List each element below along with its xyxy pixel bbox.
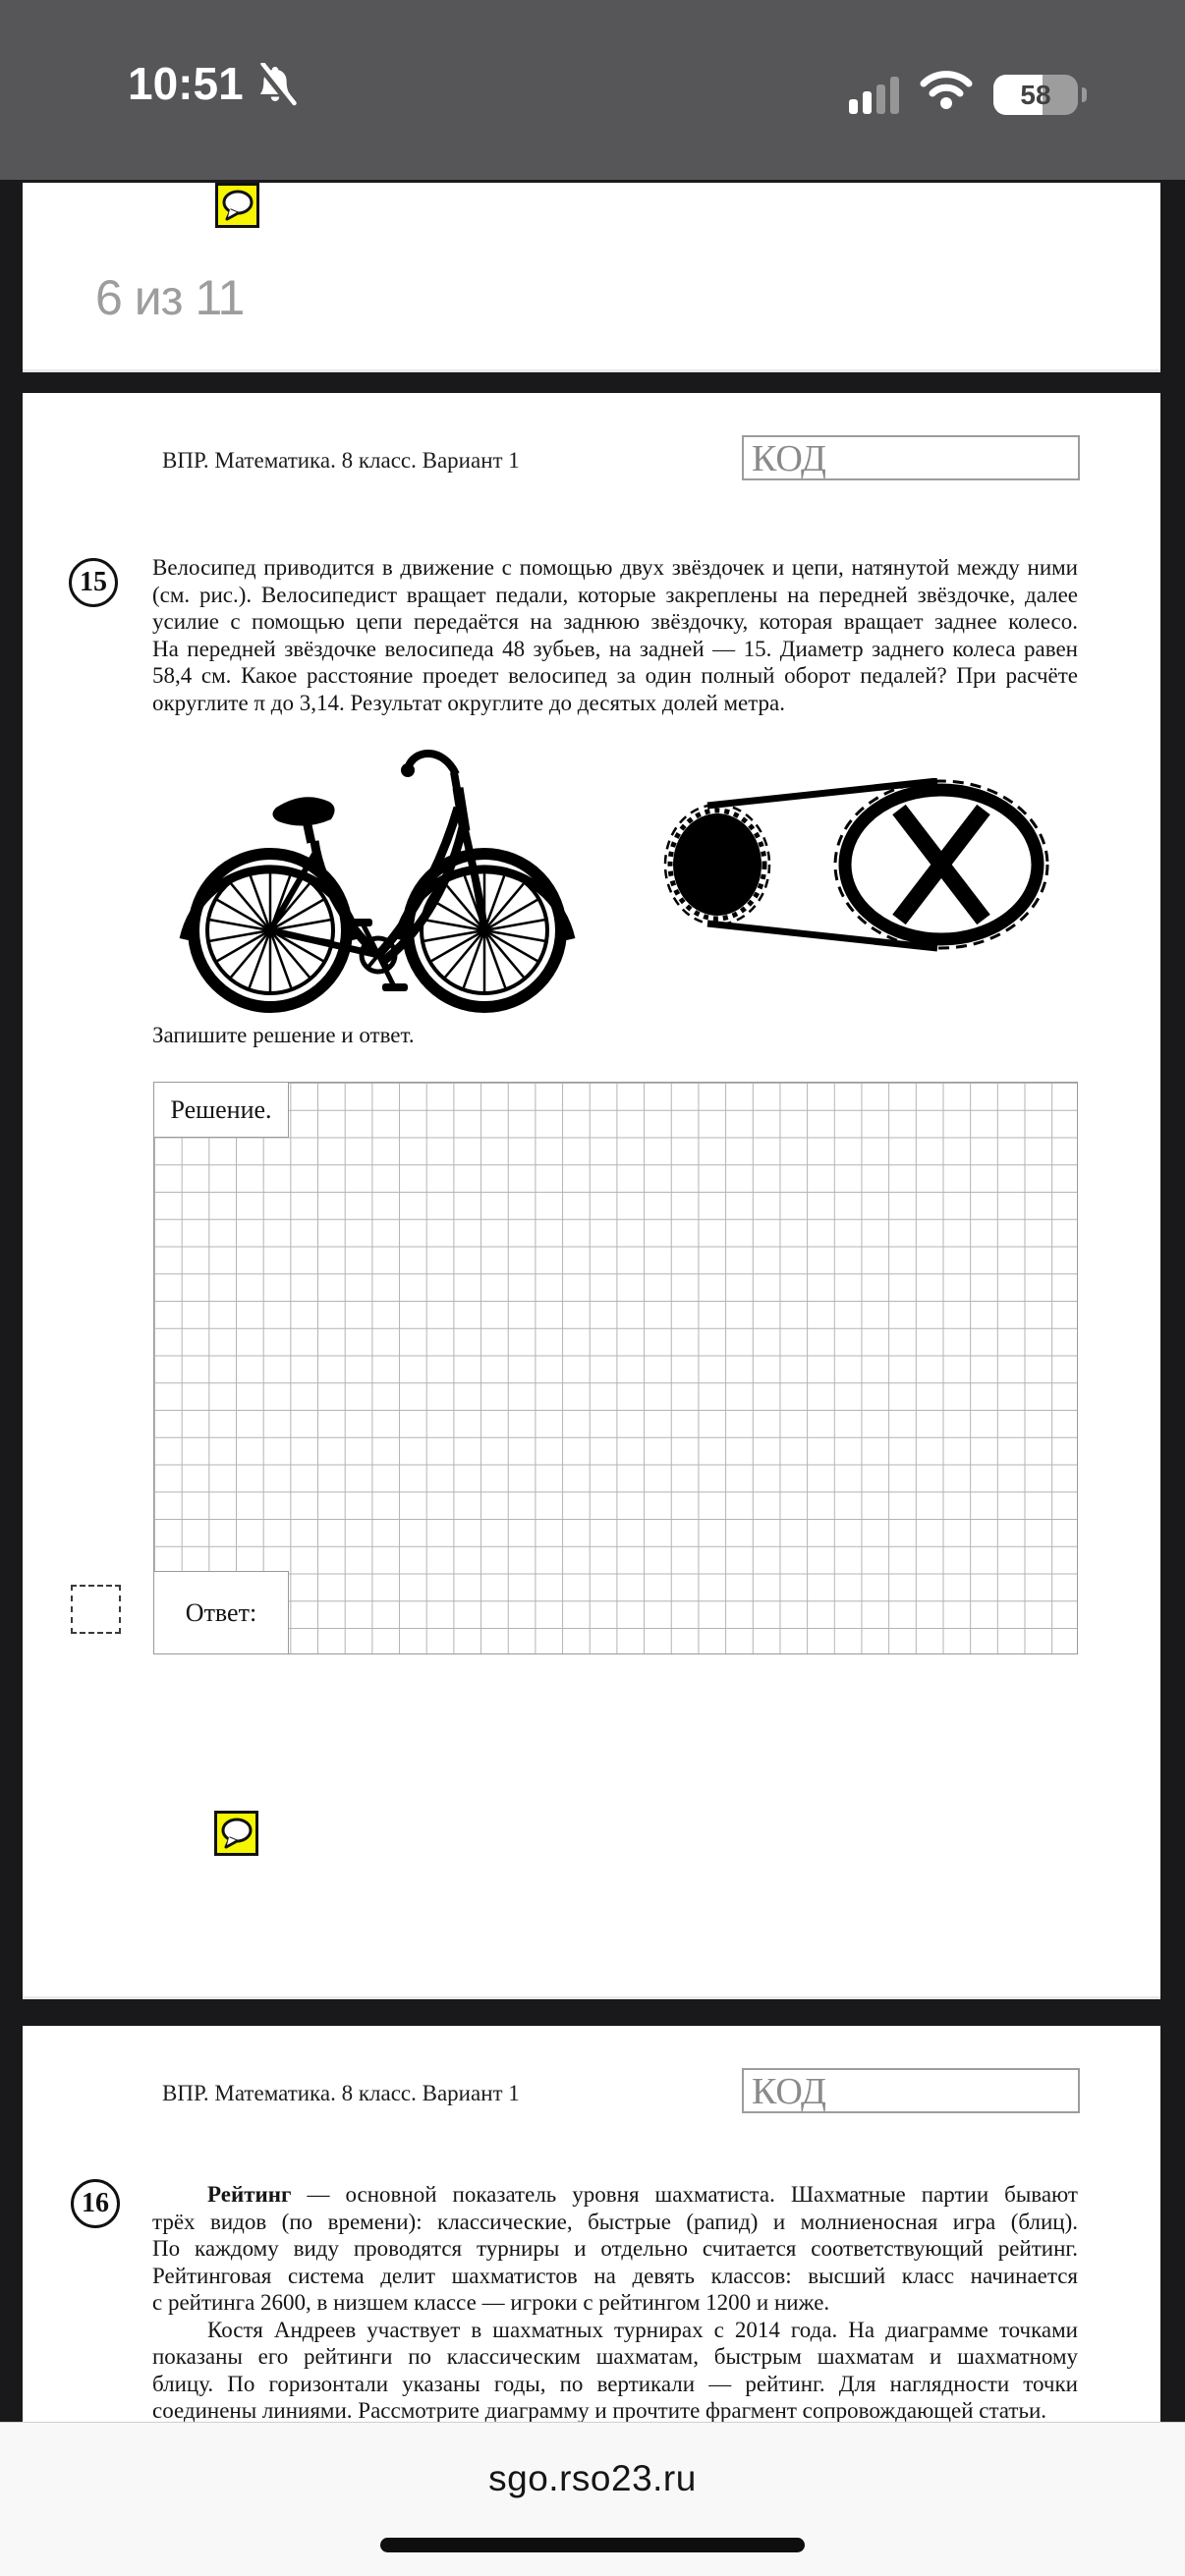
kod-field (742, 2068, 1080, 2113)
comment-marker-icon[interactable] (215, 183, 259, 228)
problem-number-badge (71, 2179, 120, 2228)
text-line: усилие с помощью цепи передаётся на заднюю звёздочку, которая вращает заднее колесо. (152, 609, 1078, 634)
answer-checkbox[interactable] (71, 1585, 121, 1634)
text-line: Велосипед приводится в движение с помощью двух звёздочек и цепи, натянутой между ними (152, 555, 1078, 580)
wifi-icon (919, 70, 974, 116)
text-line (152, 2181, 1078, 2209)
text-line: 58,4 см. Какое расстояние проедет велосипед за один полный оборот педалей? При расчёте (152, 663, 1078, 688)
text-line: (см. рис.). Велосипедист вращает педали, которые закреплены на передней звёздочке, далее (152, 582, 1078, 607)
cellular-signal-icon (849, 75, 899, 116)
text-line: трёх видов (по времени): классические, быстрые (рапид) и молниеносная игра (блиц). (152, 2209, 1078, 2234)
clock: 10:51 (128, 58, 244, 109)
text-line-rest: — основной показатель уровня шахматиста. Шахматные партии бывают (291, 2182, 1078, 2207)
text-line: с рейтинга 2600, в низшем классе — игроки с рейтингом 1200 и ниже. (152, 2290, 830, 2315)
address-bar[interactable]: sgo.rso23.ru (488, 2458, 697, 2498)
text-line: На передней звёздочке велосипеда 48 зубьев, на задней — 15. Диаметр заднего колеса равен (152, 636, 1078, 661)
home-indicator[interactable] (380, 2538, 805, 2552)
kod-field (742, 435, 1080, 480)
battery-icon (993, 75, 1078, 115)
solution-label: Решение. (170, 1094, 272, 1124)
instruction-text: Запишите решение и ответ. (152, 1023, 415, 1047)
browser-bottom-bar (0, 2423, 1185, 2576)
status-icons (849, 71, 1087, 116)
text-line: Рейтинговая система делит шахматистов на девять классов: высший класс начинается (152, 2263, 1078, 2288)
solution-grid[interactable] (153, 1082, 1078, 1654)
worksheet-header: ВПР. Математика. 8 класс. Вариант 1 (162, 448, 520, 473)
text-line: показаны его рейтинги по классическим шахматам, быстрым шахматам и шахматному (152, 2344, 1078, 2369)
document-page-16 (23, 2026, 1160, 2423)
battery-percent: 58 (1020, 79, 1051, 110)
problem-15-text (152, 554, 1078, 716)
status-bar (0, 0, 1185, 180)
problem-16-text (152, 2181, 1078, 2423)
text-line: Костя Андреев участвует в шахматных турнирах с 2014 года. На диаграмме точками (207, 2317, 1078, 2342)
answer-label-box (153, 1571, 289, 1654)
comment-marker-icon[interactable] (214, 1811, 258, 1856)
document-page-15 (23, 393, 1160, 1999)
bell-slash-icon (254, 63, 297, 113)
text-line: По каждому виду проводятся турниры и отдельно считается соответствующий рейтинг. (152, 2236, 1078, 2261)
text-line: блицу. По горизонтали указаны годы, по вертикали — рейтинг. Для наглядности точки (152, 2371, 1078, 2396)
answer-label: Ответ: (185, 1597, 257, 1627)
problem-number: 15 (80, 567, 107, 597)
worksheet-header: ВПР. Математика. 8 класс. Вариант 1 (162, 2081, 520, 2105)
sprocket-chain-illustration (647, 778, 1069, 960)
page-indicator: 6 из 11 (95, 270, 245, 325)
bicycle-illustration (160, 731, 592, 1021)
solution-label-box (153, 1082, 289, 1138)
problem-number-badge (69, 558, 118, 607)
document-page-previous (23, 183, 1160, 372)
text-line: округлите π до 3,14. Результат округлите до десятых долей метра. (152, 690, 786, 715)
text-line: соединены линиями. Рассмотрите диаграмму и прочтите фрагмент сопровождающей статьи. (152, 2398, 1047, 2423)
kod-label: КОД (752, 2071, 826, 2112)
lead-word: Рейтинг (207, 2182, 292, 2207)
kod-label: КОД (752, 438, 826, 479)
problem-number: 16 (82, 2188, 109, 2218)
battery-nub (1082, 87, 1087, 102)
